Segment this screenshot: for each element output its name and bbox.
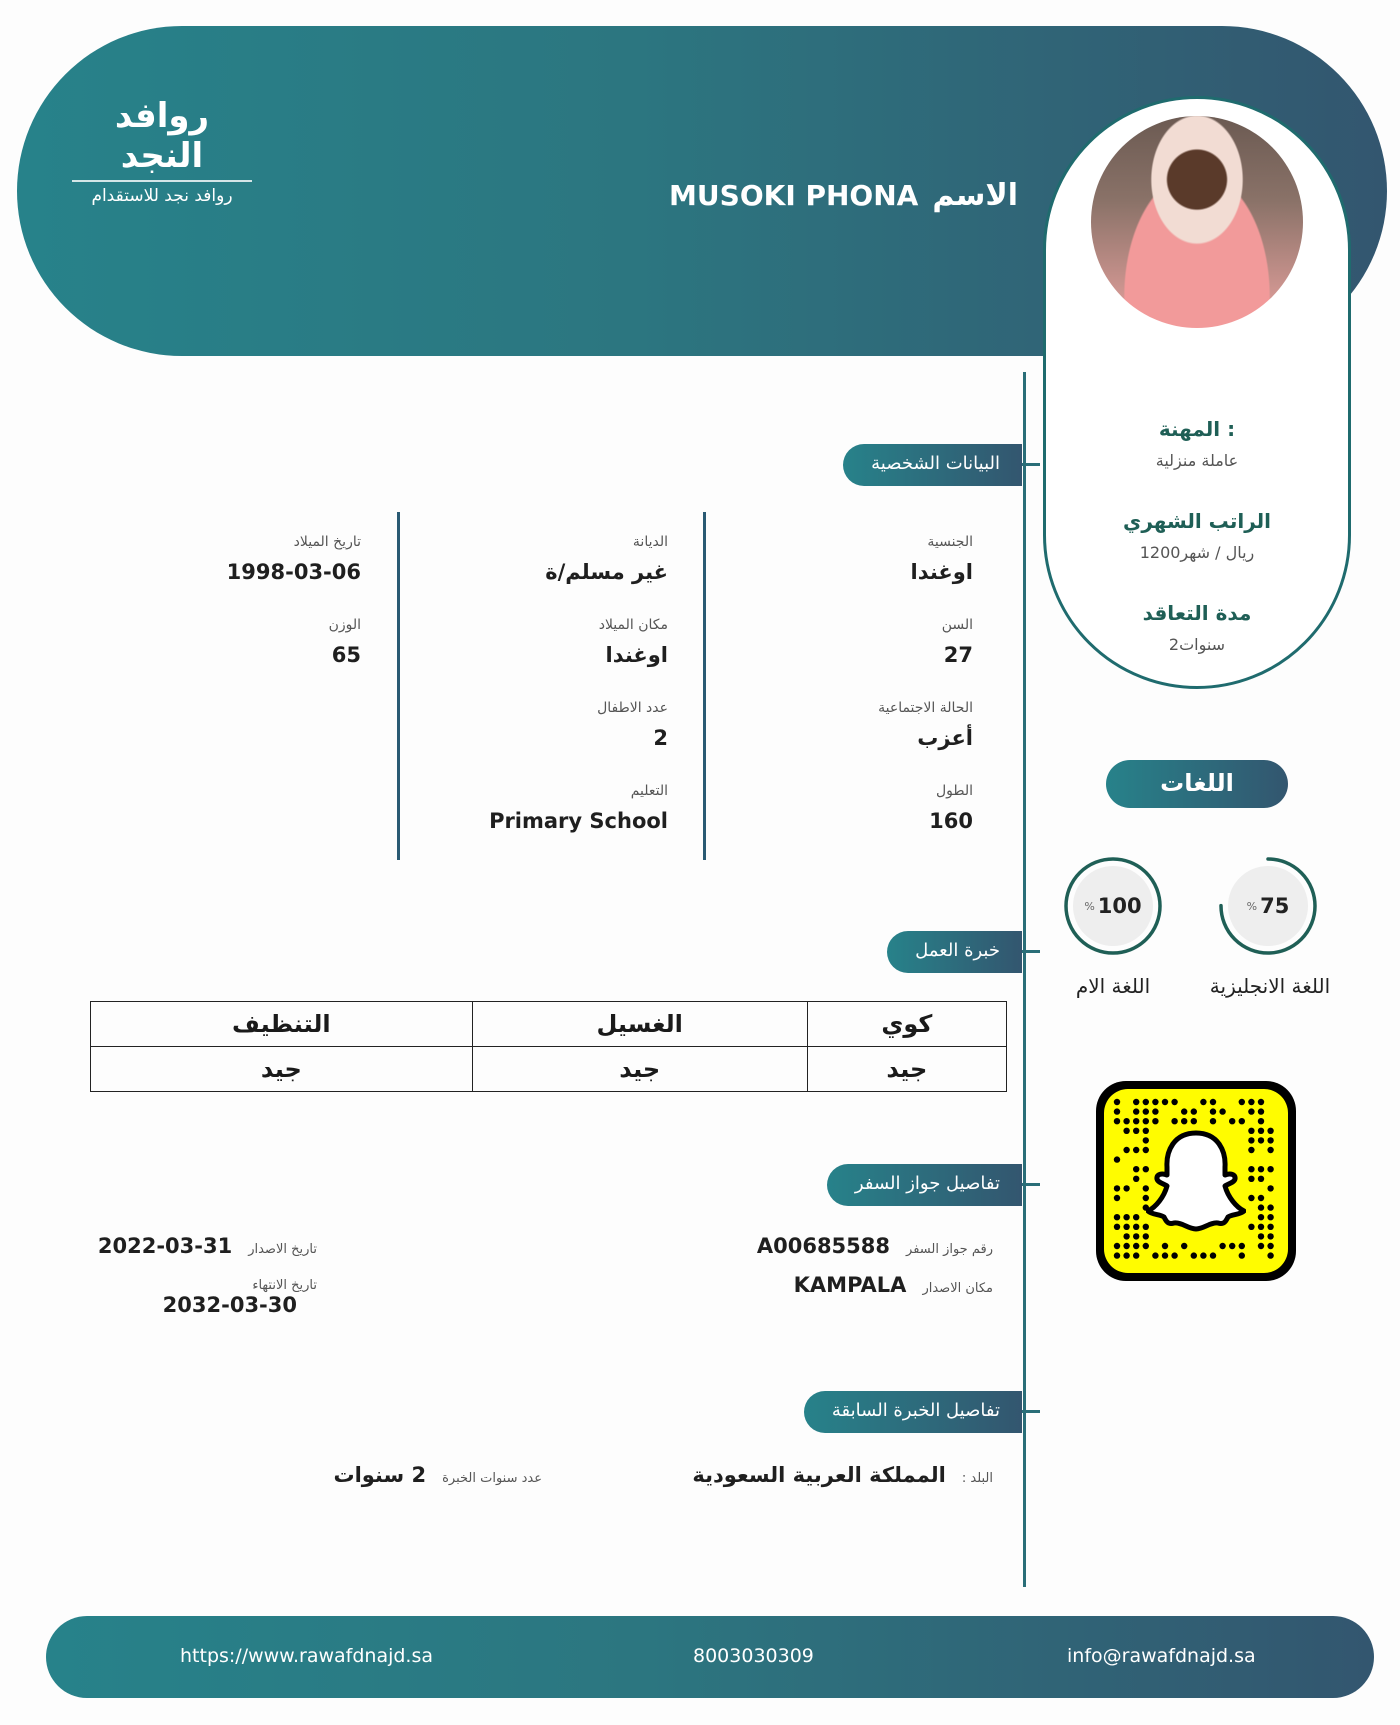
snapcode-dot <box>1143 1243 1149 1249</box>
issue-place-row <box>794 1273 993 1297</box>
snapcode-dot <box>1229 1118 1235 1124</box>
snapcode-dot <box>1267 1128 1273 1134</box>
snapcode-dot <box>1133 1243 1139 1249</box>
snapcode-dot <box>1248 1224 1254 1230</box>
snapcode-dot <box>1258 1118 1264 1124</box>
field-label: السن <box>941 617 973 633</box>
snapcode-dot <box>1133 1147 1139 1153</box>
field-value: Primary School <box>489 809 668 833</box>
footer-phone[interactable]: 8003030309 <box>693 1645 814 1667</box>
field-label: الحالة الاجتماعية <box>878 700 973 716</box>
snapcode-dot <box>1133 1128 1139 1134</box>
snapcode-dot <box>1248 1128 1254 1134</box>
snapcode-dot <box>1114 1224 1120 1230</box>
snapcode-dot <box>1200 1252 1206 1258</box>
english-label: اللغة الانجليزية <box>1209 974 1331 998</box>
field-marital-status <box>878 700 973 750</box>
field-height <box>929 783 973 833</box>
mother-tongue-gauge-unit: % <box>1084 899 1095 913</box>
snapcode-dot <box>1248 1099 1254 1105</box>
section-previous-experience: تفاصيل الخبرة السابقة <box>804 1391 1022 1433</box>
issue-place-value: KAMPALA <box>793 1273 907 1297</box>
field-birthdate <box>227 534 361 584</box>
column-divider-right <box>703 512 706 860</box>
snapcode-dot <box>1152 1108 1158 1114</box>
snapcode-dot <box>1258 1195 1264 1201</box>
mother-tongue-gauge-value: 100 <box>1097 894 1142 918</box>
snapcode-dot <box>1239 1252 1245 1258</box>
salary-label: الراتب الشهري <box>1123 509 1271 533</box>
snapcode-dot <box>1123 1147 1129 1153</box>
experience-country-label: البلد : <box>961 1471 993 1486</box>
snapcode-dot <box>1114 1118 1120 1124</box>
field-value: 2 <box>653 726 668 750</box>
snapcode-dot <box>1239 1243 1245 1249</box>
snapcode-dot <box>1258 1128 1264 1134</box>
footer-email-link[interactable]: info@rawafdnajd.sa <box>1067 1645 1256 1667</box>
snapcode-dot <box>1162 1252 1168 1258</box>
logo-subtitle: روافد نجد للاستقدام <box>91 186 233 206</box>
field-label: الديانة <box>632 534 668 550</box>
field-label: تاريخ الميلاد <box>293 534 361 550</box>
experience-years-row <box>333 1463 542 1487</box>
field-label: مكان الميلاد <box>598 617 668 633</box>
field-label: الجنسية <box>927 534 973 550</box>
english-gauge-unit: % <box>1246 899 1258 913</box>
snapcode-dot <box>1267 1233 1273 1239</box>
snapcode-dot <box>1143 1118 1149 1124</box>
snapcode-dot <box>1171 1252 1177 1258</box>
snapcode-dot <box>1191 1252 1197 1258</box>
english-gauge-value: 75 <box>1260 894 1290 918</box>
snapcode-dot <box>1123 1224 1129 1230</box>
skills-header-row <box>91 1002 1007 1047</box>
snapcode-dot <box>1114 1252 1120 1258</box>
field-label: الطول <box>935 783 973 799</box>
snapcode-dot <box>1248 1108 1254 1114</box>
snapcode-dot <box>1191 1118 1197 1124</box>
english-gauge <box>1218 856 1318 956</box>
section-work-experience: خبرة العمل <box>887 931 1022 973</box>
snapcode-dot <box>1239 1099 1245 1105</box>
snapcode-dot <box>1123 1233 1129 1239</box>
expiry-date-value: 2032-03-30 <box>162 1293 297 1317</box>
field-value: 1998-03-06 <box>226 560 361 584</box>
snapcode-dot <box>1219 1108 1225 1114</box>
snapcode-dot <box>1267 1147 1273 1153</box>
field-value: غير مسلم/ة <box>545 560 668 584</box>
snapcode-dot <box>1114 1195 1120 1201</box>
snapcode-dot <box>1200 1099 1206 1105</box>
profile-card <box>1043 96 1351 689</box>
field-nationality <box>911 534 974 584</box>
issue-date-label: تاريخ الاصدار <box>248 1242 317 1257</box>
snapcode-dot <box>1248 1166 1254 1172</box>
issue-date-value: 2022-03-31 <box>97 1234 233 1258</box>
snapcode-dot <box>1133 1099 1139 1105</box>
snapcode-dot <box>1123 1243 1129 1249</box>
snapcode-dot <box>1133 1233 1139 1239</box>
footer-bar <box>46 1616 1374 1698</box>
snapcode-dot <box>1258 1137 1264 1143</box>
snapcode-face <box>1104 1089 1288 1273</box>
snapcode-dot <box>1229 1243 1235 1249</box>
snapcode-dot <box>1162 1099 1168 1105</box>
field-age <box>942 617 973 667</box>
contract-value: 2سنوات <box>1168 635 1226 654</box>
field-value: أعزب <box>917 726 973 750</box>
snapcode-dot <box>1143 1099 1149 1105</box>
english-gauge-center <box>1228 866 1308 946</box>
snapcode-dot <box>1191 1108 1197 1114</box>
snapcode-dot <box>1171 1118 1177 1124</box>
snapcode-dot <box>1181 1108 1187 1114</box>
salary-value: 1200ريال / شهر <box>1139 543 1255 562</box>
experience-country-value: المملكة العربية السعودية <box>692 1463 946 1487</box>
snapcode-dot <box>1248 1147 1254 1153</box>
section-personal-data: البيانات الشخصية <box>843 444 1022 486</box>
field-label: عدد الاطفال <box>597 700 668 716</box>
field-weight <box>329 617 361 667</box>
snapcode-dot <box>1267 1204 1273 1210</box>
snapcode-dot <box>1114 1214 1120 1220</box>
snapcode-dot <box>1114 1243 1120 1249</box>
snapcode-dot <box>1258 1233 1264 1239</box>
snapcode-dot <box>1248 1195 1254 1201</box>
snapcode-dot <box>1133 1224 1139 1230</box>
snapchat-ghost-icon <box>1146 1127 1246 1235</box>
column-divider-left <box>397 512 400 860</box>
logo-mark: روافد النجد <box>72 96 252 182</box>
snapcode-dot <box>1267 1137 1273 1143</box>
passport-number-label: رقم جواز السفر <box>906 1242 993 1257</box>
issue-place-label: مكان الاصدار <box>922 1281 993 1296</box>
field-value: 65 <box>331 643 361 667</box>
skill-washing: الغسيل <box>472 1002 807 1047</box>
field-value: اوغندا <box>910 560 973 584</box>
snapcode-dot <box>1114 1156 1120 1162</box>
worker-name: MUSOKI PHONA <box>669 179 919 212</box>
snapcode-dot <box>1267 1214 1273 1220</box>
contract-block <box>1046 601 1348 654</box>
snapcode-dot <box>1133 1252 1139 1258</box>
snapcode-dot <box>1267 1224 1273 1230</box>
section-passport: تفاصيل جواز السفر <box>827 1164 1022 1206</box>
snapcode-dot <box>1152 1252 1158 1258</box>
field-birthplace <box>599 617 668 667</box>
field-label: التعليم <box>630 783 668 799</box>
snapcode-dot <box>1181 1118 1187 1124</box>
field-religion <box>545 534 668 584</box>
timeline-spine <box>1023 372 1026 1587</box>
snapcode-dot <box>1210 1118 1216 1124</box>
snapcode-dot <box>1181 1243 1187 1249</box>
snapcode-dot <box>1258 1176 1264 1182</box>
contract-label: مدة التعاقد <box>1142 601 1252 625</box>
snapcode-dot <box>1114 1108 1120 1114</box>
snapcode-dot <box>1258 1108 1264 1114</box>
field-children <box>597 700 668 750</box>
snapcode-dot <box>1210 1252 1216 1258</box>
snapcode-dot <box>1267 1252 1273 1258</box>
snapcode-dot <box>1114 1099 1120 1105</box>
skill-cleaning: التنظيف <box>91 1002 473 1047</box>
footer-website-link[interactable]: https://www.rawafdnajd.sa <box>180 1645 434 1667</box>
snapcode[interactable] <box>1096 1081 1296 1281</box>
worker-name-line <box>669 178 1018 213</box>
snapcode-dot <box>1123 1214 1129 1220</box>
snapcode-dot <box>1210 1108 1216 1114</box>
snapcode-dot <box>1133 1214 1139 1220</box>
field-education <box>489 783 668 833</box>
passport-number-row <box>757 1234 993 1258</box>
rating-ironing: جيد <box>807 1047 1006 1092</box>
mother-tongue-gauge-center <box>1073 866 1153 946</box>
expiry-date-label: تاريخ الانتهاء <box>252 1278 317 1293</box>
skill-ironing: كوي <box>807 1002 1006 1047</box>
rating-washing: جيد <box>472 1047 807 1092</box>
snapcode-dot <box>1258 1204 1264 1210</box>
company-logo <box>72 96 252 206</box>
snapcode-dot <box>1258 1214 1264 1220</box>
snapcode-dot <box>1143 1108 1149 1114</box>
field-value: 160 <box>929 809 973 833</box>
worker-photo <box>1091 116 1303 328</box>
snapcode-dot <box>1133 1166 1139 1172</box>
snapcode-dot <box>1248 1176 1254 1182</box>
field-value: اوغندا <box>605 643 668 667</box>
snapcode-dot <box>1133 1176 1139 1182</box>
languages-title: اللغات <box>1106 760 1288 808</box>
snapcode-dot <box>1123 1118 1129 1124</box>
experience-years-label: عدد سنوات الخبرة <box>442 1471 542 1486</box>
profession-block <box>1046 417 1348 470</box>
experience-years-value: 2 سنوات <box>333 1463 427 1487</box>
snapcode-dot <box>1267 1243 1273 1249</box>
field-label: الوزن <box>328 617 361 633</box>
experience-country-row <box>692 1463 993 1487</box>
skills-table <box>90 1001 1007 1092</box>
profession-value: عاملة منزلية <box>1155 451 1239 470</box>
skills-rating-row <box>91 1047 1007 1092</box>
snapcode-dot <box>1258 1166 1264 1172</box>
rating-cleaning: جيد <box>91 1047 473 1092</box>
snapcode-dot <box>1258 1243 1264 1249</box>
snapcode-dot <box>1239 1118 1245 1124</box>
snapcode-dot <box>1210 1099 1216 1105</box>
snapcode-dot <box>1258 1224 1264 1230</box>
salary-block <box>1046 509 1348 562</box>
snapcode-dot <box>1258 1099 1264 1105</box>
snapcode-dot <box>1267 1185 1273 1191</box>
snapcode-dot <box>1133 1118 1139 1124</box>
snapcode-dot <box>1123 1128 1129 1134</box>
snapcode-dot <box>1114 1185 1120 1191</box>
mother-tongue-label: اللغة الام <box>1075 974 1151 998</box>
snapcode-dot <box>1152 1118 1158 1124</box>
snapcode-dot <box>1219 1243 1225 1249</box>
snapcode-dot <box>1123 1185 1129 1191</box>
snapcode-dot <box>1162 1243 1168 1249</box>
snapcode-dot <box>1171 1099 1177 1105</box>
snapcode-dot <box>1248 1137 1254 1143</box>
expiry-date-block <box>163 1278 317 1317</box>
field-value: 27 <box>943 643 973 667</box>
passport-number-value: A00685588 <box>756 1234 891 1258</box>
snapcode-dot <box>1133 1108 1139 1114</box>
snapcode-dot <box>1152 1099 1158 1105</box>
worker-name-label: الاسم <box>932 178 1018 213</box>
profession-label: المهنة : <box>1158 417 1236 441</box>
mother-tongue-gauge <box>1063 856 1163 956</box>
snapcode-dot <box>1123 1252 1129 1258</box>
issue-date-row <box>98 1234 317 1258</box>
snapcode-dot <box>1267 1166 1273 1172</box>
